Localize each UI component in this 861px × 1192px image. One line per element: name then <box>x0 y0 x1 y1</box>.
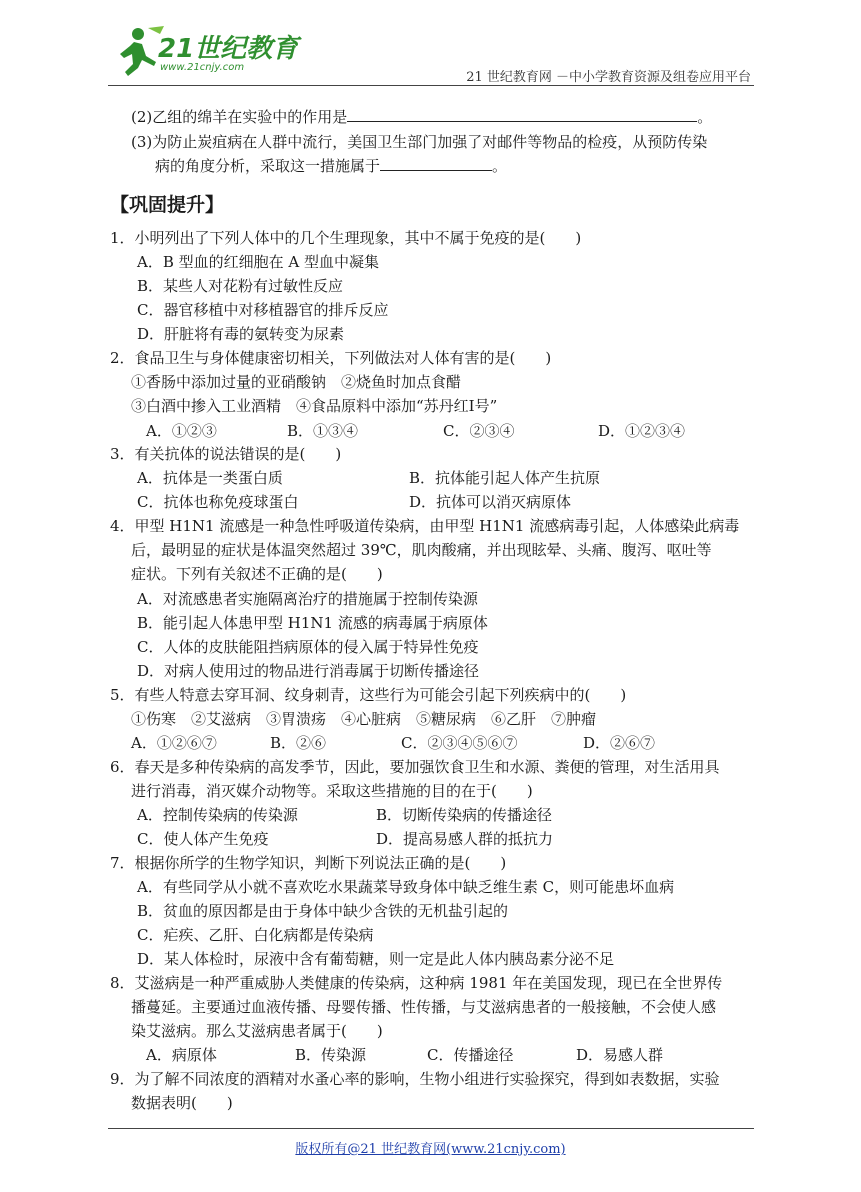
footer-divider <box>108 1128 754 1129</box>
question-8-stem-line3: 染艾滋病。那么艾滋病患者属于( ) <box>131 1022 383 1040</box>
question-1-option-d: D．肝脏将有毒的氨转变为尿素 <box>137 325 345 343</box>
question-7-option-d: D．某人体检时，尿液中含有葡萄糖，则一定是此人体内胰岛素分泌不足 <box>137 950 615 968</box>
question-5-option-a: A．①②⑥⑦ <box>131 734 217 752</box>
question-6-option-c: C．使人体产生免疫 <box>137 830 269 848</box>
question-8-option-b: B．传染源 <box>295 1046 367 1064</box>
question-3-option-c: C．抗体也称免疫球蛋白 <box>137 493 299 511</box>
question-6-option-b: B．切断传染病的传播途径 <box>376 806 553 824</box>
question-3-option-d: D．抗体可以消灭病原体 <box>409 493 572 511</box>
question-1-option-a: A．B 型血的红细胞在 A 型血中凝集 <box>137 253 379 271</box>
intro-question-3-text: 病的角度分析，采取这一措施属于 <box>155 157 381 175</box>
question-7-option-c: C．疟疾、乙肝、白化病都是传染病 <box>137 926 374 944</box>
question-7-stem: 7．根据你所学的生物学知识，判断下列说法正确的是( ) <box>110 854 507 872</box>
question-5-stem: 5．有些人特意去穿耳洞、纹身刺青，这些行为可能会引起下列疾病中的( ) <box>110 686 627 704</box>
logo-text: 21世纪教育 <box>158 34 299 64</box>
question-5-statements: ①伤寒 ②艾滋病 ③胃溃疡 ④心脏病 ⑤糖尿病 ⑥乙肝 ⑦肿瘤 <box>131 710 597 728</box>
question-8-stem-line2: 播蔓延。主要通过血液传播、母婴传播、性传播，与艾滋病患者的一般接触，不会使人感 <box>131 998 717 1016</box>
question-4-stem-line1: 4．甲型 H1N1 流感是一种急性呼吸道传染病，由甲型 H1N1 流感病毒引起，人体感染此病毒 <box>110 517 740 535</box>
question-5-option-b: B．②⑥ <box>270 734 327 752</box>
question-3-stem: 3．有关抗体的说法错误的是( ) <box>110 445 342 463</box>
question-2-option-a: A．①②③ <box>146 422 217 440</box>
question-2-stem: 2．食品卫生与身体健康密切相关，下列做法对人体有害的是( ) <box>110 349 552 367</box>
question-9-stem-line2: 数据表明( ) <box>131 1094 233 1112</box>
question-2-statement-2: ③白酒中掺入工业酒精 ④食品原料中添加“苏丹红Ⅰ号” <box>131 397 498 415</box>
question-6-stem-line2: 进行消毒，消灭媒介动物等。采取这些措施的目的在于( ) <box>131 782 533 800</box>
question-2-option-c: C．②③④ <box>443 422 515 440</box>
question-4-option-c: C．人体的皮肤能阻挡病原体的侵入属于特异性免疫 <box>137 638 479 656</box>
question-8-option-a: A．病原体 <box>146 1046 217 1064</box>
question-7-option-a: A．有些同学从小就不喜欢吃水果蔬菜导致身体中缺乏维生素 C，则可能患坏血病 <box>137 878 675 896</box>
question-3-option-a: A．抗体是一类蛋白质 <box>137 469 283 487</box>
question-2-option-d: D．①②③④ <box>598 422 686 440</box>
intro-question-2-end: 。 <box>697 108 713 126</box>
intro-question-2 <box>131 107 712 127</box>
question-5-option-c: C．②③④⑤⑥⑦ <box>401 734 518 752</box>
question-1-option-c: C．器官移植中对移植器官的排斥反应 <box>137 301 389 319</box>
question-7-option-b: B．贫血的原因都是由于身体中缺少含铁的无机盐引起的 <box>137 902 509 920</box>
copyright-link[interactable]: 版权所有@21 世纪教育网(www.21cnjy.com) <box>295 1142 566 1157</box>
question-8-option-c: C．传播途径 <box>427 1046 514 1064</box>
answer-blank <box>380 156 492 171</box>
question-1-stem: 1．小明列出了下列人体中的几个生理现象，其中不属于免疫的是( ) <box>110 229 582 247</box>
intro-question-3-end: 。 <box>492 157 508 175</box>
question-8-stem-line1: 8．艾滋病是一种严重威胁人类健康的传染病，这种病 1981 年在美国发现，现已在全世界传 <box>110 974 723 992</box>
question-4-option-d: D．对病人使用过的物品进行消毒属于切断传播途径 <box>137 662 480 680</box>
question-6-option-d: D．提高易感人群的抵抗力 <box>376 830 554 848</box>
question-6-stem-line1: 6．春天是多种传染病的高发季节，因此，要加强饮食卫生和水源、粪便的管理，对生活用具 <box>110 758 720 776</box>
intro-question-2-text: (2)乙组的绵羊在实验中的作用是 <box>131 108 348 126</box>
question-1-option-b: B．某些人对花粉有过敏性反应 <box>137 277 344 295</box>
question-8-option-d: D．易感人群 <box>576 1046 664 1064</box>
question-2-statement-1: ①香肠中添加过量的亚硝酸钠 ②烧鱼时加点食醋 <box>131 373 462 391</box>
question-5-option-d: D．②⑥⑦ <box>583 734 656 752</box>
site-title: 21 世纪教育网 －中小学教育资源及组卷应用平台 <box>466 70 751 85</box>
question-9-stem-line1: 9．为了解不同浓度的酒精对水蚤心率的影响，生物小组进行实验探究，得到如表数据，实验 <box>110 1070 720 1088</box>
question-2-option-b: B．①③④ <box>287 422 359 440</box>
question-4-option-b: B．能引起人体患甲型 H1N1 流感的病毒属于病原体 <box>137 614 488 632</box>
intro-question-3-line2 <box>155 156 507 176</box>
question-6-option-a: A．控制传染病的传染源 <box>137 806 298 824</box>
section-title: 【巩固提升】 <box>110 194 225 216</box>
header-divider <box>108 85 754 86</box>
answer-blank <box>347 107 697 122</box>
question-4-stem-line2: 后，最明显的症状是体温突然超过 39℃，肌肉酸痛，并出现眩晕、头痛、腹泻、呕吐等 <box>131 541 712 559</box>
logo-url: www.21cnjy.com <box>160 62 245 73</box>
intro-question-3-line1: (3)为防止炭疽病在人群中流行，美国卫生部门加强了对邮件等物品的检疫，从预防传染 <box>131 133 708 151</box>
question-3-option-b: B．抗体能引起人体产生抗原 <box>409 469 601 487</box>
question-4-stem-line3: 症状。下列有关叙述不正确的是( ) <box>131 565 383 583</box>
question-4-option-a: A．对流感患者实施隔离治疗的措施属于控制传染源 <box>137 590 478 608</box>
